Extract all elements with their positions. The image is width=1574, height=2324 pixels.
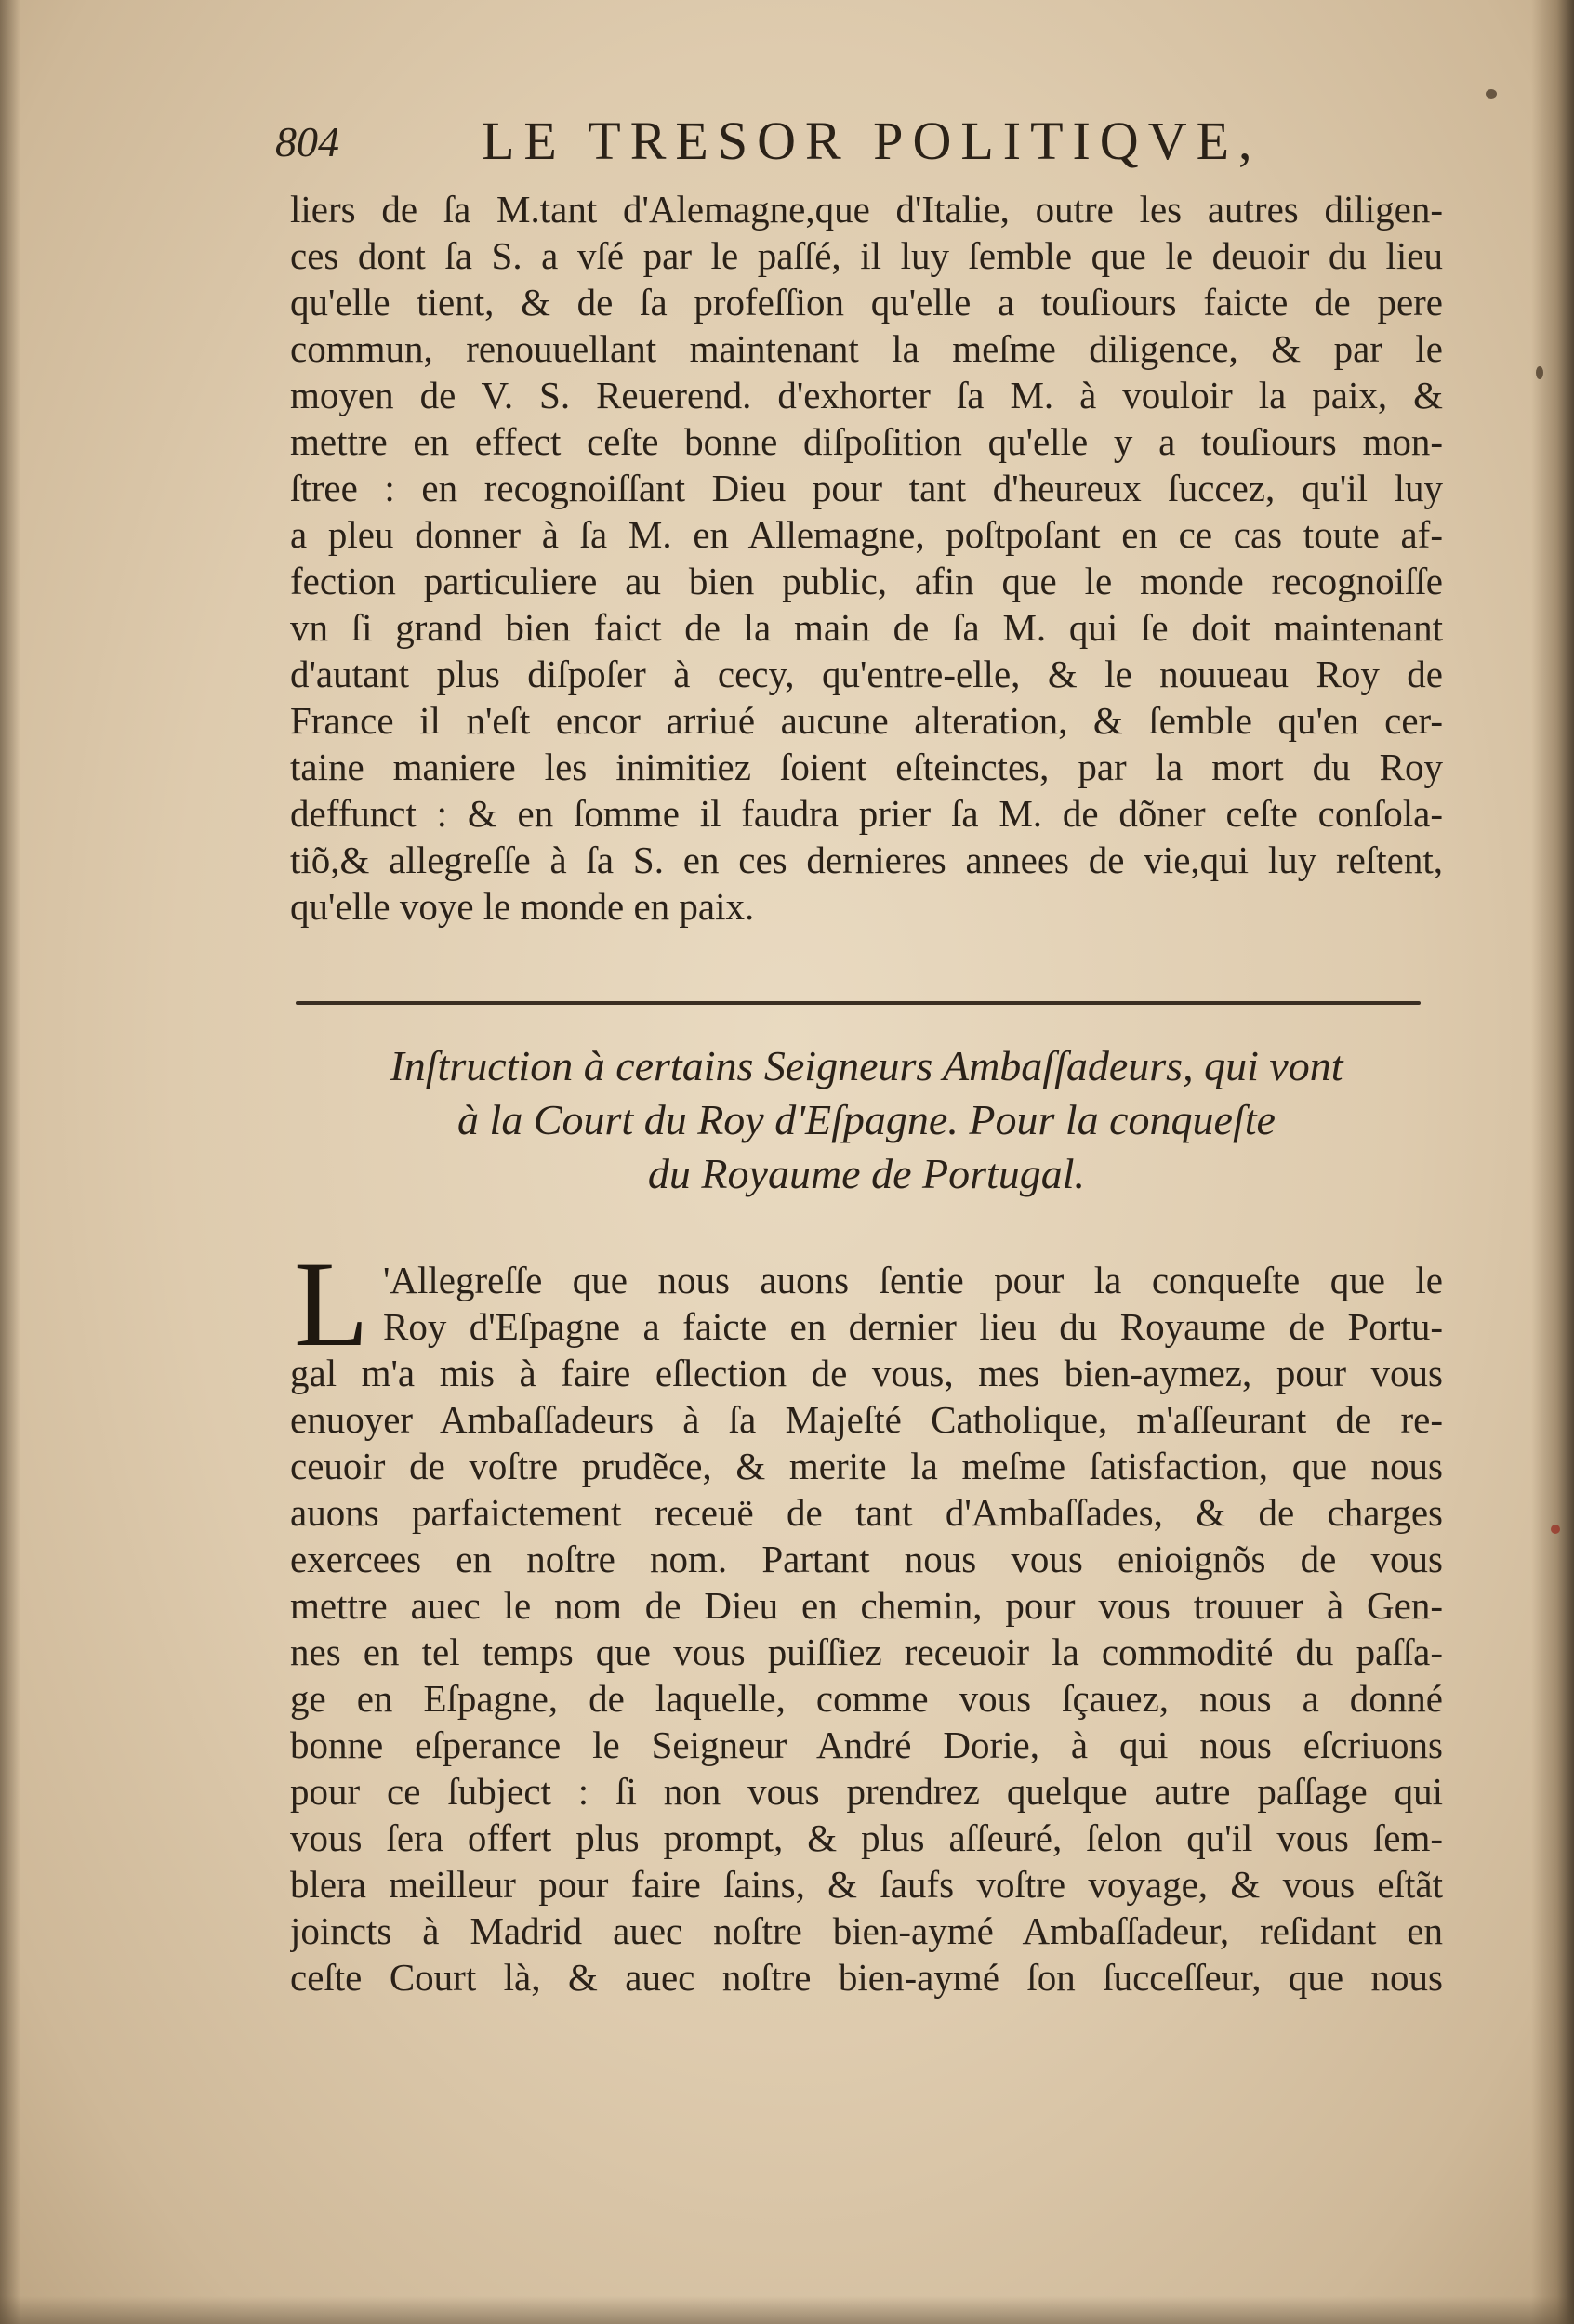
- text-line: d'autant plus diſpoſer à cecy, qu'entre-elle, & le nouueau Roy de: [290, 653, 1443, 695]
- text-line: tiõ,& allegreſſe à ſa S. en ces dernieres annees de vie,qui luy reſtent,: [290, 838, 1443, 881]
- page-right-shadow: [1531, 0, 1574, 2324]
- text-line: enuoyer Ambaſſadeurs à ſa Majeſté Catholique, m'aſſeurant de re-: [290, 1398, 1443, 1441]
- text-line: blera meilleur pour faire ſains, & ſaufs voſtre voyage, & vous eſtãt: [290, 1863, 1443, 1906]
- text-line: vous ſera offert plus prompt, & plus aſſeuré, ſelon qu'il vous ſem-: [290, 1816, 1443, 1859]
- text-line: ge en Eſpagne, de laquelle, comme vous ſçauez, nous a donné: [290, 1677, 1443, 1720]
- text-line: 'Allegreſſe que nous auons ſentie pour la conqueſte que le: [383, 1259, 1443, 1301]
- text-line: commun, renouuellant maintenant la meſme diligence, & par le: [290, 327, 1443, 370]
- text-line: liers de ſa M.tant d'Alemagne,que d'Italie, outre les autres diligen-: [290, 188, 1443, 231]
- text-line: moyen de V. S. Reuerend. d'exhorter ſa M. à vouloir la paix, &: [290, 374, 1443, 416]
- text-line: taine maniere les inimitiez ſoient eſteinctes, par la mort du Roy: [290, 746, 1443, 788]
- text-line: ceſte Court là, & auec noſtre bien-aymé ſon ſucceſſeur, que nous: [290, 1956, 1443, 1999]
- text-line: bonne eſperance le Seigneur André Dorie, à qui nous eſcriuons: [290, 1723, 1443, 1766]
- text-line: qu'elle voye le monde en paix.: [290, 885, 755, 928]
- page-left-shadow: [0, 0, 20, 2324]
- text-line: France il n'eſt encor arriué aucune alteration, & ſemble qu'en cer-: [290, 699, 1443, 742]
- text-line: ſtree : en recognoiſſant Dieu pour tant d'heureux ſuccez, qu'il luy: [290, 467, 1443, 509]
- text-line: deffunct : & en ſomme il faudra prier ſa M. de dõner ceſte conſola-: [290, 792, 1443, 835]
- heading-line: du Royaume de Portugal.: [647, 1150, 1086, 1197]
- text-line: ces dont ſa S. a vſé par le paſſé, il luy ſemble que le deuoir du lieu: [290, 234, 1443, 277]
- heading-line: Inſtruction à certains Seigneurs Ambaſſadeurs, qui vont: [390, 1042, 1343, 1089]
- text-line: mettre auec le nom de Dieu en chemin, pour vous trouuer à Gen-: [290, 1584, 1443, 1627]
- text-line: a pleu donner à ſa M. en Allemagne, poſtpoſant en ce cas toute af-: [290, 513, 1443, 556]
- text-line: Roy d'Eſpagne a faicte en dernier lieu du Royaume de Portu-: [383, 1305, 1443, 1348]
- section-divider: [296, 1001, 1421, 1005]
- page-bottom-shadow: [0, 2296, 1574, 2324]
- instruction-body: [290, 1257, 1443, 2000]
- ink-spot: [1536, 366, 1543, 379]
- text-line: vn ſi grand bien faict de la main de ſa M. qui ſe doit maintenant: [290, 606, 1443, 649]
- text-line: nes en tel temps que vous puiſſiez receuoir la commodité du paſſa-: [290, 1631, 1443, 1673]
- text-line: pour ce ſubject : ſi non vous prendrez quelque autre paſſage qui: [290, 1770, 1443, 1813]
- section-heading: [290, 1039, 1443, 1201]
- text-line: auons parfaictement receuë de tant d'Ambaſſades, & de charges: [290, 1491, 1443, 1534]
- heading-line: à la Court du Roy d'Eſpagne. Pour la conqueſte: [457, 1096, 1276, 1143]
- drop-cap: L: [294, 1235, 369, 1372]
- running-title: LE TRESOR POLITIQVE,: [482, 111, 1262, 171]
- continued-paragraph: [290, 186, 1443, 930]
- text-line: gal m'a mis à faire eſlection de vous, mes bien-aymez, pour vous: [290, 1352, 1443, 1394]
- text-line: joincts à Madrid auec noſtre bien-aymé Ambaſſadeur, reſidant en: [290, 1909, 1443, 1952]
- ink-spot: [1486, 89, 1497, 99]
- text-line: exercees en noſtre nom. Partant nous vous enioignõs de vous: [290, 1538, 1443, 1580]
- text-line: fection particuliere au bien public, afin que le monde recognoiſſe: [290, 560, 1443, 602]
- text-line: qu'elle tient, & de ſa profeſſion qu'elle a touſiours faicte de pere: [290, 281, 1443, 324]
- text-line: ceuoir de voſtre prudẽce, & merite la meſme ſatisfaction, que nous: [290, 1445, 1443, 1487]
- page-number: 804: [275, 118, 339, 165]
- text-line: mettre en effect ceſte bonne diſpoſition qu'elle y a touſiours mon-: [290, 420, 1443, 463]
- running-head: [275, 110, 1456, 184]
- ink-spot: [1551, 1525, 1560, 1534]
